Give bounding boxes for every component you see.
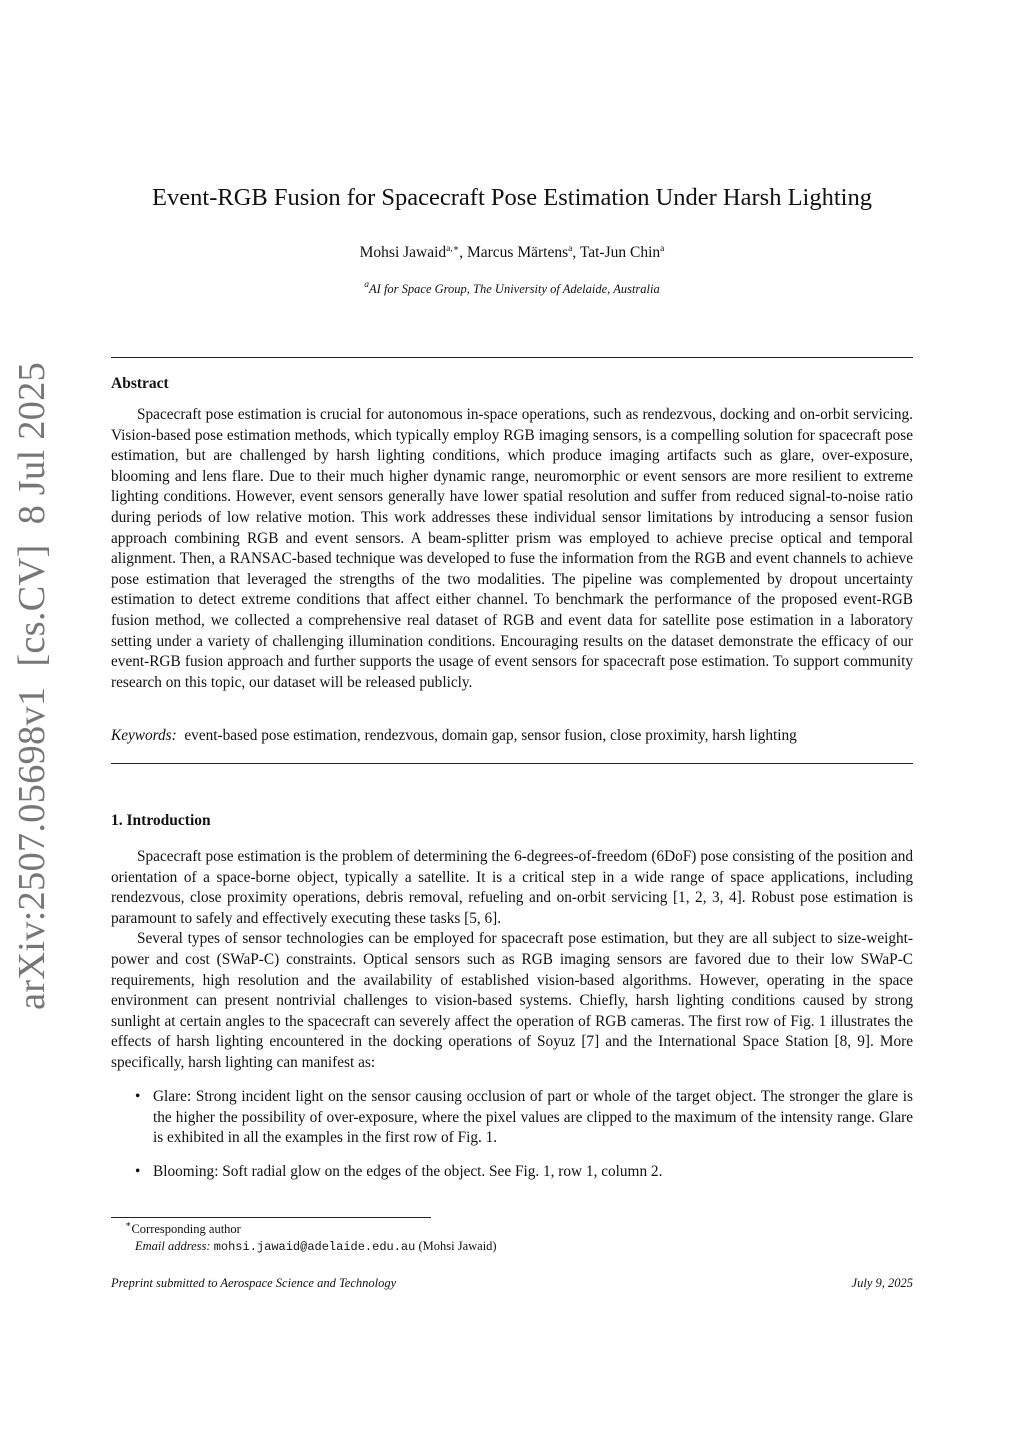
bullet-item-blooming (135, 1162, 913, 1183)
abstract-text: Spacecraft pose estimation is crucial for autonomous in-space operations, such as rendezvous, docking and on-orbit servicing. Vision-based pose estimation methods, which typically employ RGB imaging sensors, is a compelling solution for spacecraft pose estimation, but are challenged by harsh lighting conditions, which produce imaging artifacts such as glare, over-exposure, blooming and lens flare. Due to their much higher dynamic range, neuromorphic or event sensors are more resilient to extreme lighting conditions. However, event sensors generally have lower spatial resolution and suffer from reduced signal-to-noise ratio during periods of low relative motion. This work addresses these individual sensor limitations by introducing a sensor fusion approach combining RGB and event sensors. A beam-splitter prism was employed to achieve precise optical and temporal alignment. Then, a RANSAC-based technique was developed to fuse the information from the RGB and event channels to achieve pose estimation that leveraged the strengths of the two modalities. The pipeline was complemented by dropout uncertainty estimation to detect extreme conditions that affect either channel. To benchmark the performance of the proposed event-RGB fusion method, we collected a comprehensive real dataset of RGB and event data for satellite pose estimation in a laboratory setting under a variety of challenging illumination conditions. Encouraging results on the dataset demonstrate the efficacy of our event-RGB fusion approach and further supports the usage of event sensors for spacecraft pose estimation. To support community research on this topic, our dataset will be released publicly. (111, 406, 913, 691)
footer-preprint: Preprint submitted to Aerospace Science and Technology (111, 1276, 397, 1290)
bullet-dot-icon: • (135, 1163, 141, 1180)
author-sup: a (568, 244, 573, 254)
email-address[interactable]: mohsi.jawaid@adelaide.edu.au (213, 1240, 416, 1254)
affiliation (0, 282, 1024, 297)
keywords (111, 726, 913, 747)
abstract-heading: Abstract (111, 375, 169, 392)
bullet-text: Glare: Strong incident light on the sensor causing occlusion of part or whole of the target object. The stronger the glare is the higher the possibility of over-exposure, where the pixel values are clipped to the maximum of the intensity range. Glare is exhibited in all the examples in the first row of Fig. 1. (153, 1088, 913, 1147)
arxiv-category: [cs.CV] (11, 544, 53, 667)
section-heading-introduction: 1. Introduction (111, 812, 211, 829)
affiliation-text: AI for Space Group, The University of Adelaide, Australia (369, 282, 660, 296)
intro-paragraph-1: Spacecraft pose estimation is the problem of determining the 6-degrees-of-freedom (6DoF) pose consisting of the position and orientation of a space-borne object, typically a satellite. It is a critical step in a wide range of space applications, including rendezvous, close proximity operations, debris removal, refueling and on-orbit servicing [1, 2, 3, 4]. Robust pose estimation is paramount to safely and effectively executing these tasks [5, 6]. (111, 848, 913, 927)
footnote-mark: ∗ (125, 1220, 132, 1230)
author-name: Mohsi Jawaid (359, 244, 447, 261)
email-label: Email address: (135, 1239, 211, 1253)
bullet-text: Blooming: Soft radial glow on the edges of the object. See Fig. 1, row 1, column 2. (153, 1163, 663, 1180)
author-name: Tat-Jun Chin (579, 244, 661, 261)
footnote-text: Corresponding author (131, 1222, 241, 1236)
abstract-bottom-rule (111, 763, 913, 764)
arxiv-date: 8 Jul 2025 (11, 361, 53, 525)
footer-date: July 9, 2025 (851, 1276, 913, 1290)
author-sup: a,∗ (446, 244, 460, 254)
footnote-email (135, 1239, 497, 1254)
bullet-item-glare (135, 1087, 913, 1149)
keywords-text: event-based pose estimation, rendezvous, domain gap, sensor fusion, close proximity, harsh lighting (184, 727, 797, 744)
paper-title: Event-RGB Fusion for Spacecraft Pose Estimation Under Harsh Lighting (152, 184, 872, 211)
author-name: Marcus Märtens (466, 244, 569, 261)
author-list: Mohsi Jawaid$^{a,∗}$, Marcus Märtens$^a$, Tat-Jun Chin$^a$ (359, 244, 665, 261)
keywords-label: Keywords: (111, 727, 177, 744)
intro-paragraph-2: Several types of sensor technologies can be employed for spacecraft pose estimation, but they are all subject to size-weight-power and cost (SWaP-C) constraints. Optical sensors such as RGB imaging sensors are favored due to their low SWaP-C requirements, high resolution and the availability of established vision-based algorithms. However, operating in the space environment can present nontrivial challenges to vision-based systems. Chiefly, harsh lighting conditions caused by strong sunlight at certain angles to the spacecraft can severely affect the operation of RGB cameras. The first row of Fig. 1 illustrates the effects of harsh lighting encountered in the docking operations of Soyuz [7] and the International Space Station [8, 9]. More specifically, harsh lighting can manifest as: (111, 930, 913, 1071)
arxiv-id: arXiv:2507.05698v1 (11, 686, 53, 1010)
affiliation-sup: a (364, 280, 370, 290)
abstract-top-rule (111, 357, 913, 358)
abstract-body (111, 405, 913, 693)
footnote-rule (111, 1217, 431, 1218)
email-owner: (Mohsi Jawaid) (418, 1239, 497, 1253)
bullet-dot-icon: • (135, 1088, 141, 1105)
footnote-corresponding (125, 1222, 241, 1237)
intro-body (111, 847, 913, 1074)
author-sup: a (660, 244, 665, 254)
arxiv-stamp (10, 342, 54, 1010)
